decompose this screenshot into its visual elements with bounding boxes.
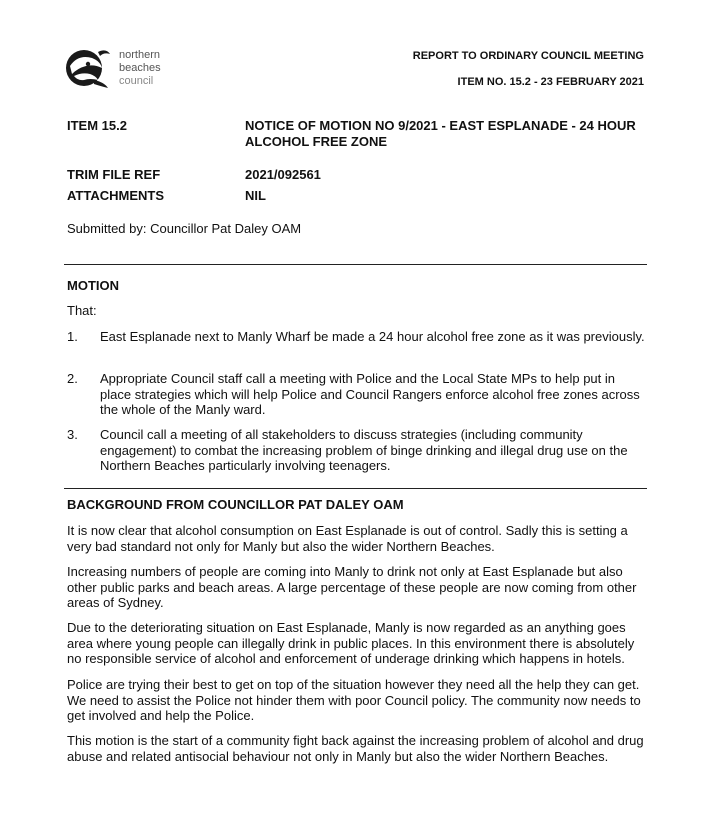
report-title: REPORT TO ORDINARY COUNCIL MEETING [412, 50, 644, 62]
trim-value: 2021/092561 [245, 167, 321, 182]
motion-intro: That: [67, 303, 97, 318]
motion-item-number: 3. [67, 427, 78, 442]
item-label: ITEM 15.2 [67, 118, 127, 133]
background-paragraph: This motion is the start of a community fight back against the increasing problem of alcohol and drug abuse and related antisocial behaviour not only in Manly but also the wider Northern Beaches. [67, 733, 644, 764]
background-paragraph: Due to the deteriorating situation on East Esplanade, Manly is now regarded as an anything goes area where young people can illegally drink in public places. In this environment there is absolutely no responsible service of alcohol and enforcement of underage drinking which happens in hotels. [67, 620, 635, 666]
logo-line-1: northern [119, 49, 160, 61]
logo-line-2: beaches [119, 62, 161, 74]
submitted-by: Submitted by: Councillor Pat Daley OAM [67, 221, 302, 236]
motion-item-text: Council call a meeting of all stakeholders to discuss strategies (including community engagement) to combat the increasing problem of binge drinking and illegal drug use on the Northern Beaches particularly involving teenagers. [100, 427, 628, 473]
background-paragraph: Increasing numbers of people are coming into Manly to drink not only at East Esplanade but also other public parks and beach areas. A large percentage of these people are now coming from other areas of Sydney. [67, 564, 637, 610]
whale-logo-icon [64, 44, 114, 90]
motion-heading: MOTION [67, 278, 119, 293]
attachments-value: NIL [245, 188, 266, 203]
attachments-label: ATTACHMENTS [67, 188, 165, 203]
background-paragraph: Police are trying their best to get on top of the situation however they need all the help they can get. We need to assist the Police not hinder them with poor Council policy. The community now needs to get involved and help the Police. [67, 677, 641, 723]
background-heading: BACKGROUND FROM COUNCILLOR PAT DALEY OAM [67, 497, 404, 512]
motion-item-number: 1. [67, 329, 78, 344]
motion-item-text: East Esplanade next to Manly Wharf be made a 24 hour alcohol free zone as it was previously. [100, 329, 645, 344]
logo-line-3: council [119, 75, 154, 87]
logo-wordmark [119, 49, 161, 88]
item-title: NOTICE OF MOTION NO 9/2021 - EAST ESPLANADE - 24 HOUR ALCOHOL FREE ZONE [245, 118, 636, 149]
trim-label: TRIM FILE REF [67, 167, 161, 182]
motion-item-text: Appropriate Council staff call a meeting with Police and the Local State MPs to help put in place strategies which will help Police and Council Rangers enforce alcohol free zones across the whole of the Manly ward. [100, 371, 640, 417]
item-date: ITEM NO. 15.2 - 23 FEBRUARY 2021 [457, 76, 644, 88]
motion-item-number: 2. [67, 371, 78, 386]
background-paragraph: It is now clear that alcohol consumption on East Esplanade is out of control. Sadly this is setting a very bad standard not only for Manly but also the wider Northern Beaches. [67, 523, 628, 554]
divider [64, 488, 647, 489]
divider [64, 264, 647, 265]
